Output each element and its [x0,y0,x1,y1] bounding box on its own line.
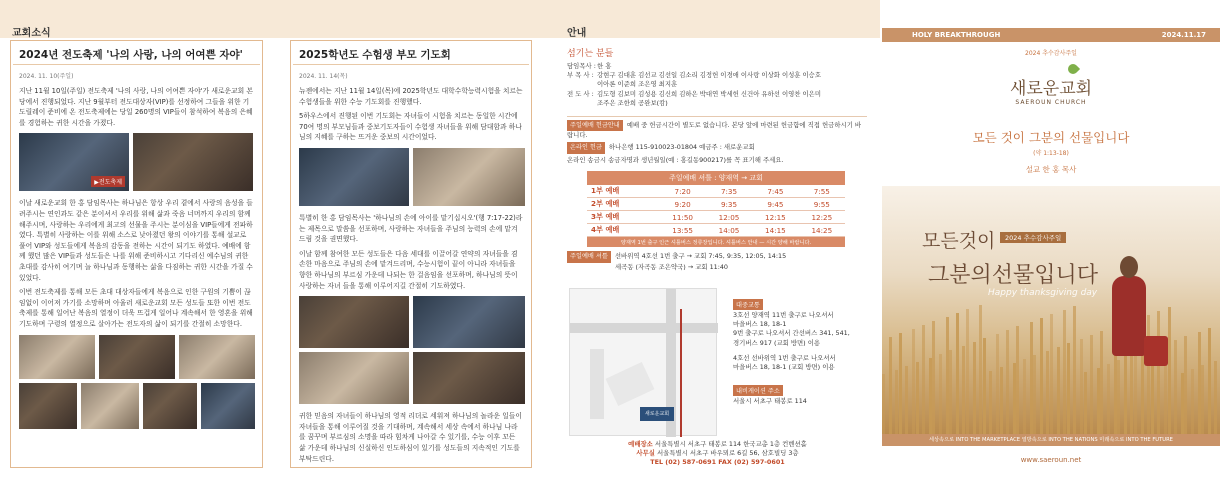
transport-line-2: 마을버스 18, 18-1 [733,320,787,329]
church-name: 새로운교회 [1009,79,1093,99]
map-building [606,362,655,406]
transport-line-4: 경기버스 917 (교회 방면) 이용 [733,338,821,347]
cover-subtitle: 2024 추수감사주일 [1025,50,1077,57]
wheat-stalk [966,309,969,434]
wheat-stalk [1184,336,1187,434]
article-card-2 [290,40,532,468]
location-map[interactable] [569,288,717,436]
wheat-stalk [983,338,986,434]
preacher: 설교 한 홍 목사 [1025,165,1077,174]
photo-greeting-2 [99,335,175,379]
transport-tag: 대중교통 [733,299,763,310]
notice-online: 온라인 헌금 하나은행 115-910023-01804 예금주 : 새로운교회 [567,142,867,153]
wheat-stalk [973,342,976,434]
schedule-time: 9:55 [799,198,845,211]
wheat-stalk [949,350,952,434]
photo-group-4 [201,383,255,429]
wheat-stalk [1080,339,1083,434]
wheat-stalk [1208,328,1211,434]
cover-header-bar [882,28,1220,42]
schedule-service-name: 1부 예배 [587,185,659,198]
wheat-stalk [905,366,908,434]
schedule-time: 14:25 [799,224,845,237]
wheat-stalk [1147,315,1150,434]
schedule-time: 9:35 [706,198,752,211]
photo-worship-stage [19,133,129,191]
wheat-stalk [1016,326,1019,434]
wheat-stalk [1097,368,1100,434]
photo-group-2 [81,383,139,429]
shuttle-row-1: 주일예배 셔틀 선바위역 4호선 1번 출구 → 교회 7:45, 9:35, 12:05, 14:15 [567,251,867,262]
wheat-stalk [939,354,942,434]
article2-para3: 특별히 한 홍 담임목사는 '하나님의 손에 아이를 맡기십시오'(행 7:17-22)라는 제목으로 말씀을 선포하며, 사랑하는 자녀들을 주님의 능력의 손에 맡겨드림 것을 권면했다. [299,213,523,244]
church-logo [882,62,1220,106]
woman-figure [1112,276,1146,356]
wheat-stalk [1174,340,1177,434]
schedule-time: 12:25 [799,211,845,224]
wheat-stalk [1157,311,1160,434]
cover-hero-image [882,186,1220,434]
cover-header-left: HOLY BREAKTHROUGH [912,31,1001,39]
schedule-time: 7:35 [706,185,752,198]
notice-offering: 주일예배 헌금안내 예배 중 헌금시간이 별도로 없습니다. 본당 앞에 마련된 헌금함에 직접 헌금하시기 바랍니다. [567,116,867,140]
article2-title: 2025학년도 수험생 부모 기도회 [293,41,529,65]
info-footer [565,440,870,467]
schedule-time: 14:05 [706,224,752,237]
wheat-stalk [1030,322,1033,434]
associate-row: 부 목 사 : 강현구 김대훈 김선교 김선일 김소리 김정헌 이경애 이사랑 이상화 이성훈 이승호 [567,71,822,80]
wheat-stalk [1214,361,1217,434]
wheat-stalk [1107,364,1110,434]
info-column [565,0,870,478]
article2-photo-row [299,148,523,208]
schedule-service-name: 4부 예배 [587,224,659,237]
servants-title: 섬기는 분들 [567,49,614,59]
red-suitcase [1144,336,1168,366]
transport-line-5: 4호선 선바위역 1번 출구로 나오셔서 [733,353,836,362]
map-church-marker: 새로운교회 [640,407,674,421]
schedule-time: 11:50 [659,211,705,224]
wheat-stalk [882,374,885,434]
senior-pastor-row: 담임목사 :한 홍 [567,62,612,70]
transport-line-6: 마을버스 18, 18-1 (교회 방면) 이용 [733,363,835,372]
wheat-stalk [1181,373,1184,434]
photo-prayer-hall-2 [413,148,525,206]
article1-para1: 지난 11월 10일(주일) 전도축제 '나의 사랑, 나의 어여쁜 자야'가 새로운교회 본당에서 진행되었다. 지난 9월부터 전도대상자(VIP)를 선정하여 그들을 위한 기도릴레이 준비에 온 전도축제에는 당일 260명의 VIP들이 참석하여 복음의 은혜를 경험하는 귀한 시간을 가졌다. [19,87,253,127]
schedule-time: 7:55 [799,185,845,198]
notice-online-note: 온라인 송금시 송금자명과 생년월일(예 : 홍길동900217)를 꼭 표기해 주세요. [567,155,784,164]
photo-parents-praying-2 [413,296,525,348]
news-column-2 [290,0,530,478]
wheat-stalk [889,337,892,434]
wheat-stalk [1117,360,1120,434]
schedule-time: 9:20 [659,198,705,211]
wheat-stalk [929,358,932,434]
schedule-time: 13:55 [659,224,705,237]
article1-para3: 이번 전도축제를 통해 모든 초대 대상자들에게 복음으로 인한 구원의 기쁨이 끊임없이 이어져 가기를 소망하며 아울러 새로운교회 모든 성도들 또한 이번 전도축제를 통해 일어난 복음의 열정이 더욱 뜨겁게 일어나 계속해서 한 영혼을 위해 기도하며 구령의 열정으로 살아가는 전도자의 삶이 되기를 간절히 소망한다. [19,288,253,328]
wheat-stalk [1063,310,1066,434]
article-card-1 [10,40,263,468]
info-body [567,46,867,272]
sermon-title: 모든 것이 그분의 선물입니다 [972,130,1130,145]
schedule-time: 12:05 [706,211,752,224]
hero-text-en: Happy thanksgiving day [988,288,1098,298]
wheat-stalk [912,329,915,434]
article2-para2: 5하우스에서 진행된 이번 기도회는 자녀들이 시험을 치르는 동일한 시간에 70여 명의 부모님들과 중보기도자들이 수험생 자녀들을 위해 담대함과 하나님의 지혜를 구하는 뜨거운 중보의 시간이었다. [299,112,522,142]
schedule-time: 7:45 [752,185,798,198]
associate-row-2: 이아론 이준희 조은영 최지훈 [597,80,678,89]
footer-tel: TEL (02) 587-0691 FAX (02) 597-0601 [650,458,785,466]
wheat-stalk [1198,332,1201,434]
shuttle-row-2: 세곡동 (자곡동 조은약국) → 교회 11:40 [615,262,728,271]
wheat-stalk [1201,365,1204,434]
article2-para4: 이날 함께 참여한 모든 성도들은 다음 세대를 이끌어갈 연약의 자녀들을 겸손한 마음으로 주님의 손에 맡겨드리며, 수능시험이 끝이 아니라 자녀들을 향한 하나님의 부르심 가운데 나되는 한 걸음임을 선포하며, 하나님의 뜻이 사랑하는 자녀 들을 통해 이루어지길 간절히 기도하였다. [299,249,518,290]
hero-badge: 2024 추수감사주일 [1000,232,1066,243]
schedule-row [587,211,845,224]
photo-caption: ▶전도축제 [91,176,125,187]
section-title-news: 교회소식 [12,28,51,39]
wheat-stalk [895,370,898,434]
schedule-time: 14:15 [752,224,798,237]
wheat-stalk [1130,356,1133,434]
article1-photo-grid [19,335,254,431]
wheat-stalk [1090,335,1093,434]
wheat-stalk [1100,331,1103,434]
wheat-stalk [916,362,919,434]
photo-group-3 [143,383,197,429]
evangelist-row-2: 조주은 조한희 공완보(캄) [597,98,668,107]
wheat-stalk [1067,343,1070,434]
wheat-stalk [1073,306,1076,434]
wheat-stalk [1141,352,1144,434]
photo-parents-praying-3 [299,352,409,404]
cover-footer-strip [882,434,1220,446]
map-route-line [680,309,682,437]
wheat-stalk [1057,347,1060,434]
church-name-en: SAEROUN CHURCH [1015,99,1087,106]
map-road-horizontal [570,323,718,333]
schedule-row [587,224,845,237]
wheat-stalk [922,325,925,434]
scripture-reference: (약 1:13-18) [1033,150,1069,157]
cover-column [882,0,1220,478]
photo-greeting-3 [179,335,255,379]
wheat-stalk [1023,359,1026,434]
wheat-stalk [1046,351,1049,434]
article1-photo-row [19,133,254,193]
wheat-stalk [946,317,949,434]
news-column-1 [10,0,265,478]
transport-line-1: 3호선 양재역 11번 출구로 나오셔서 [733,311,834,319]
transport-info [733,292,869,406]
nav-address: 서울시 서초구 태봉로 114 [733,397,807,406]
wheat-stalk [1000,367,1003,434]
hero-text-line2: 그분의선물입니다 [928,263,1099,288]
wheat-stalk [996,334,999,434]
hero-text-line1: 모든것이 [922,230,996,252]
website-link[interactable]: www.saeroun.net [1020,456,1082,464]
schedule-time: 7:20 [659,185,705,198]
article1-date: 2024. 11. 10(주일) [19,73,74,80]
wheat-stalk [899,333,902,434]
schedule-row [587,185,845,198]
cover-motto: 세상속으로 INTO THE MARKETPLACE 열방속으로 INTO THE NATIONS 미래속으로 INTO THE FUTURE [929,437,1173,443]
schedule-note: 양재역 1번 출구 인근 셔틀버스 정류장입니다. 셔틀버스 안내 — 시간 양해 바랍니다. [587,237,845,247]
wheat-stalk [1006,330,1009,434]
wheat-stalk [1033,355,1036,434]
photo-parents-praying-1 [299,296,409,348]
wheat-stalk [962,346,965,434]
wheat-stalk [1040,318,1043,434]
wheat-stalk [932,321,935,434]
evangelist-row: 전 도 사 : 김도형 김보미 김성용 김신희 김하은 박대연 박세헌 신건아 유하선 이영찬 이은미 [567,89,822,98]
article2-date: 2024. 11. 14(목) [299,73,348,80]
schedule-header: 주일예배 셔틀 : 양재역 → 교회 [587,171,845,185]
map-block [590,349,604,419]
schedule-row [587,198,845,211]
photo-parents-praying-4 [413,352,525,404]
woman-head [1120,256,1138,278]
article1-para2: 이날 새로운교회 한 홍 담임목사는 하나님은 항상 우리 곁에서 사랑의 음성을 들려주시는 연인과도 같은 분이셔서 우리를 위해 삶과 죽음 너머까지 우리의 함께 해주시며, 사랑하는 우리에게 최고의 선물을 주시는 분이심을 VIP들에게 전파하였다. 특별히 사랑하는 이를 위해 소스로 낮아졌던 왕의 이야기를 통해 설교로 풀어 VIP와 성도들에게 복음의 감동을 전하는 시간이 되기도 하였다. 예배에 함께 했던 많은 VIP들과 성도들은 나를 위해 준비하시고 기다리신 예수님의 귀한 초대를 감사히 여기며 늘 하나님과 동행하는 삶을 다짐하는 귀한 시간을 가질 수 있었다. [19,199,253,282]
schedule-service-name: 3부 예배 [587,211,659,224]
wheat-stalk [989,371,992,434]
wheat-stalk [979,305,982,434]
photo-group-1 [19,383,77,429]
footer-worship-place: 예배장소 서울특별시 서초구 태봉로 114 한국교총 1층 컨벤션홀 [628,440,807,448]
schedule-time: 12:15 [752,211,798,224]
section-title-info: 안내 [567,28,587,39]
article1-title: 2024년 전도축제 '나의 사랑, 나의 어여쁜 자야' [13,41,260,65]
photo-pastor-preaching [133,133,253,191]
photo-prayer-hall-1 [299,148,409,206]
cover-header-right: 2024.11.17 [1161,31,1206,39]
photo-greeting-1 [19,335,95,379]
wheat-stalk [1013,363,1016,434]
wheat-stalk [1168,307,1171,434]
schedule-time: 9:45 [752,198,798,211]
transport-line-3: 9번 출구로 나오셔서 간선버스 341, 541, [733,329,850,338]
schedule-service-name: 2부 예배 [587,198,659,211]
article2-para5: 귀한 믿음의 자녀들이 하나님의 영적 리더로 세워져 하나님의 놀라운 일들이 자녀들을 통해 이루어질 것을 기대하며, 계속해서 세상 속에서 하나님 나라를 꿈꾸며 부르심의 소명을 따라 힘차게 나아갈 수 있기를, 수능 이후 꼬든 삶 가운데 하나님의 신실하신 인도하심이 있기를 성도들의 지속적인 기도를 부탁드린다. [299,412,522,463]
wheat-stalk [1050,314,1053,434]
footer-office: 사무실 서울특별시 서초구 바우뫼로 6길 56, 삼호빌딩 3층 [636,449,799,457]
nav-tag: 내비게이션 주소 [733,385,783,396]
article2-photo-grid [299,296,523,406]
wheat-stalk [1084,372,1087,434]
wheat-stalk [956,313,959,434]
wheat-stalk [1191,369,1194,434]
article2-para1: 뉴젠에서는 지난 11월 14일(목)에 2025학년도 대학수학능력시험을 치르는 수험생들을 위한 수능 기도회를 진행했다. [299,87,523,106]
schedule-table [587,185,845,238]
